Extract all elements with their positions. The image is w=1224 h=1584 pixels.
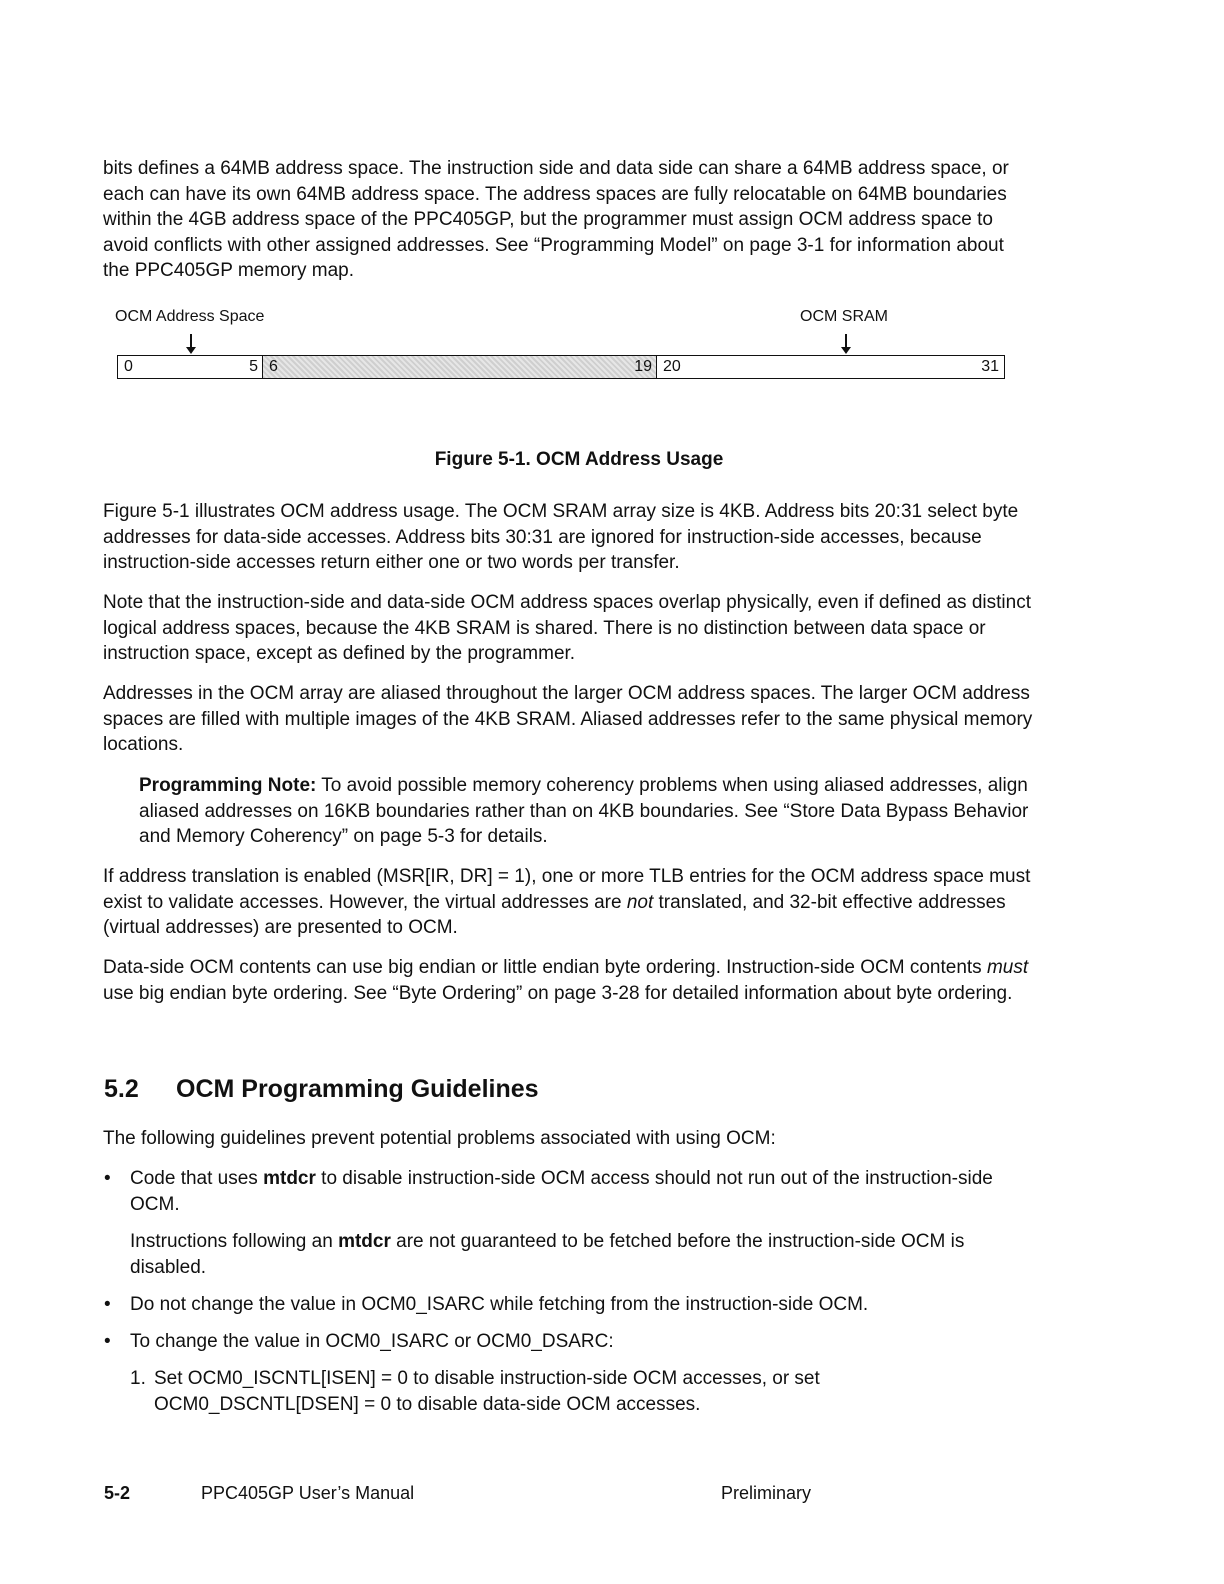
- bullet-glyph: •: [104, 1294, 111, 1315]
- figure-label-ocm-sram: OCM SRAM: [800, 308, 888, 325]
- bullet-1-text-a: Code that uses: [130, 1168, 264, 1189]
- body-paragraph-5: [103, 955, 1033, 1006]
- field-bits-0-5: [118, 356, 262, 378]
- step-number: 1.: [130, 1368, 146, 1389]
- bullet-glyph: •: [104, 1168, 111, 1189]
- programming-note-label: Programming Note:: [139, 775, 317, 796]
- bit-number-31: 31: [981, 358, 999, 375]
- figure-label-ocm-address-space: OCM Address Space: [115, 308, 265, 325]
- section-intro: The following guidelines prevent potential problems associated with using OCM:: [103, 1128, 776, 1149]
- programming-note-text: To avoid possible memory coherency problems when using aliased addresses, align aliased addresses on 16KB boundaries rather than on 4KB boundaries. See “Store Data Bypass Behavior and Memory Coherency” on page 5-3 for details.: [139, 775, 1029, 847]
- body-paragraph-1: Figure 5-1 illustrates OCM address usage. The OCM SRAM array size is 4KB. Address bits 20:31 select byte addresses for data-side accesses. Address bits 30:31 are ignored for instruction-side accesses, because instruction-side accesses return either one or two words per transfer.: [103, 501, 1019, 573]
- field-bits-20-31: [656, 356, 1003, 378]
- arrow-down-icon: [190, 334, 192, 348]
- bit-number-5: 5: [249, 358, 258, 375]
- bit-number-19: 19: [634, 358, 652, 375]
- p5-text-a: Data-side OCM contents can use big endian or little endian byte ordering. Instruction-side OCM contents: [103, 957, 987, 978]
- bullet-1-text-b: to disable instruction-side OCM access should not run out of the instruction-side OCM.: [130, 1168, 993, 1215]
- p4-text-b: translated, and 32-bit effective addresses (virtual addresses) are presented to OCM.: [103, 891, 1006, 938]
- body-paragraph-2: Note that the instruction-side and data-side OCM address spaces overlap physically, even if defined as distinct logical address spaces, because the 4KB SRAM is shared. There is no distinction between data space or instruction space, except as defined by the programmer.: [103, 592, 1031, 664]
- step-1: Set OCM0_ISCNTL[ISEN] = 0 to disable instruction-side OCM accesses, or set OCM0_DSCNTL[DSEN] = 0 to disable data-side OCM accesses.: [154, 1368, 820, 1415]
- section-heading: [104, 1074, 539, 1104]
- p4-text-a: If address translation is enabled (MSR[IR, DR] = 1), one or more TLB entries for the OCM address space must exist to validate accesses. However, the virtual addresses are: [103, 866, 1031, 913]
- bit-number-6: 6: [269, 358, 278, 375]
- footer-page-number: 5-2: [104, 1483, 131, 1503]
- arrowhead-down-icon: [186, 347, 196, 354]
- bullet-1-bold: mtdcr: [263, 1168, 316, 1189]
- arrowhead-down-icon: [841, 347, 851, 354]
- footer-status: Preliminary: [721, 1483, 812, 1503]
- footer-document-title: PPC405GP User’s Manual: [201, 1483, 415, 1503]
- bullet-item-2: Do not change the value in OCM0_ISARC while fetching from the instruction-side OCM.: [130, 1294, 869, 1315]
- field-bits-6-19: [262, 356, 656, 378]
- bullet-1-sub-text-b: are not guaranteed to be fetched before the instruction-side OCM is disabled.: [130, 1231, 965, 1278]
- p5-emphasis: must: [986, 957, 1029, 978]
- section-title: OCM Programming Guidelines: [176, 1075, 539, 1103]
- bullet-1-sub-text-a: Instructions following an: [130, 1231, 339, 1252]
- bullet-glyph: •: [104, 1331, 111, 1352]
- p5-text-b: use big endian byte ordering. See “Byte Ordering” on page 3-28 for detailed information about byte ordering.: [103, 982, 1013, 1004]
- p4-emphasis: not: [626, 891, 654, 913]
- body-paragraph-3: Addresses in the OCM array are aliased throughout the larger OCM address spaces. The larger OCM address spaces are filled with multiple images of the 4KB SRAM. Aliased addresses refer to the same physical memory locations.: [103, 683, 1033, 755]
- figure-caption: Figure 5-1. OCM Address Usage: [434, 449, 724, 470]
- body-paragraph-4: [103, 864, 1033, 941]
- register-bit-field-diagram: [117, 355, 1005, 379]
- bit-number-0: 0: [124, 358, 133, 375]
- intro-paragraph: bits defines a 64MB address space. The instruction side and data side can share a 64MB address space, or each can have its own 64MB address space. The address spaces are fully relocatable on 64MB boundaries within the 4GB address space of the PPC405GP, but the programmer must assign OCM address space to avoid conflicts with other assigned addresses. See “Programming Model” on page 3-1 for information about the PPC405GP memory map.: [103, 158, 1009, 281]
- section-number: 5.2: [104, 1075, 139, 1103]
- bullet-item-1-subparagraph: [130, 1229, 1035, 1280]
- bullet-item-3: To change the value in OCM0_ISARC or OCM0_DSARC:: [130, 1331, 614, 1352]
- arrow-down-icon: [845, 334, 847, 348]
- bit-number-20: 20: [663, 358, 681, 375]
- programming-note: [139, 773, 1029, 850]
- bullet-item-1: [130, 1166, 1035, 1217]
- bullet-1-sub-bold: mtdcr: [338, 1231, 391, 1252]
